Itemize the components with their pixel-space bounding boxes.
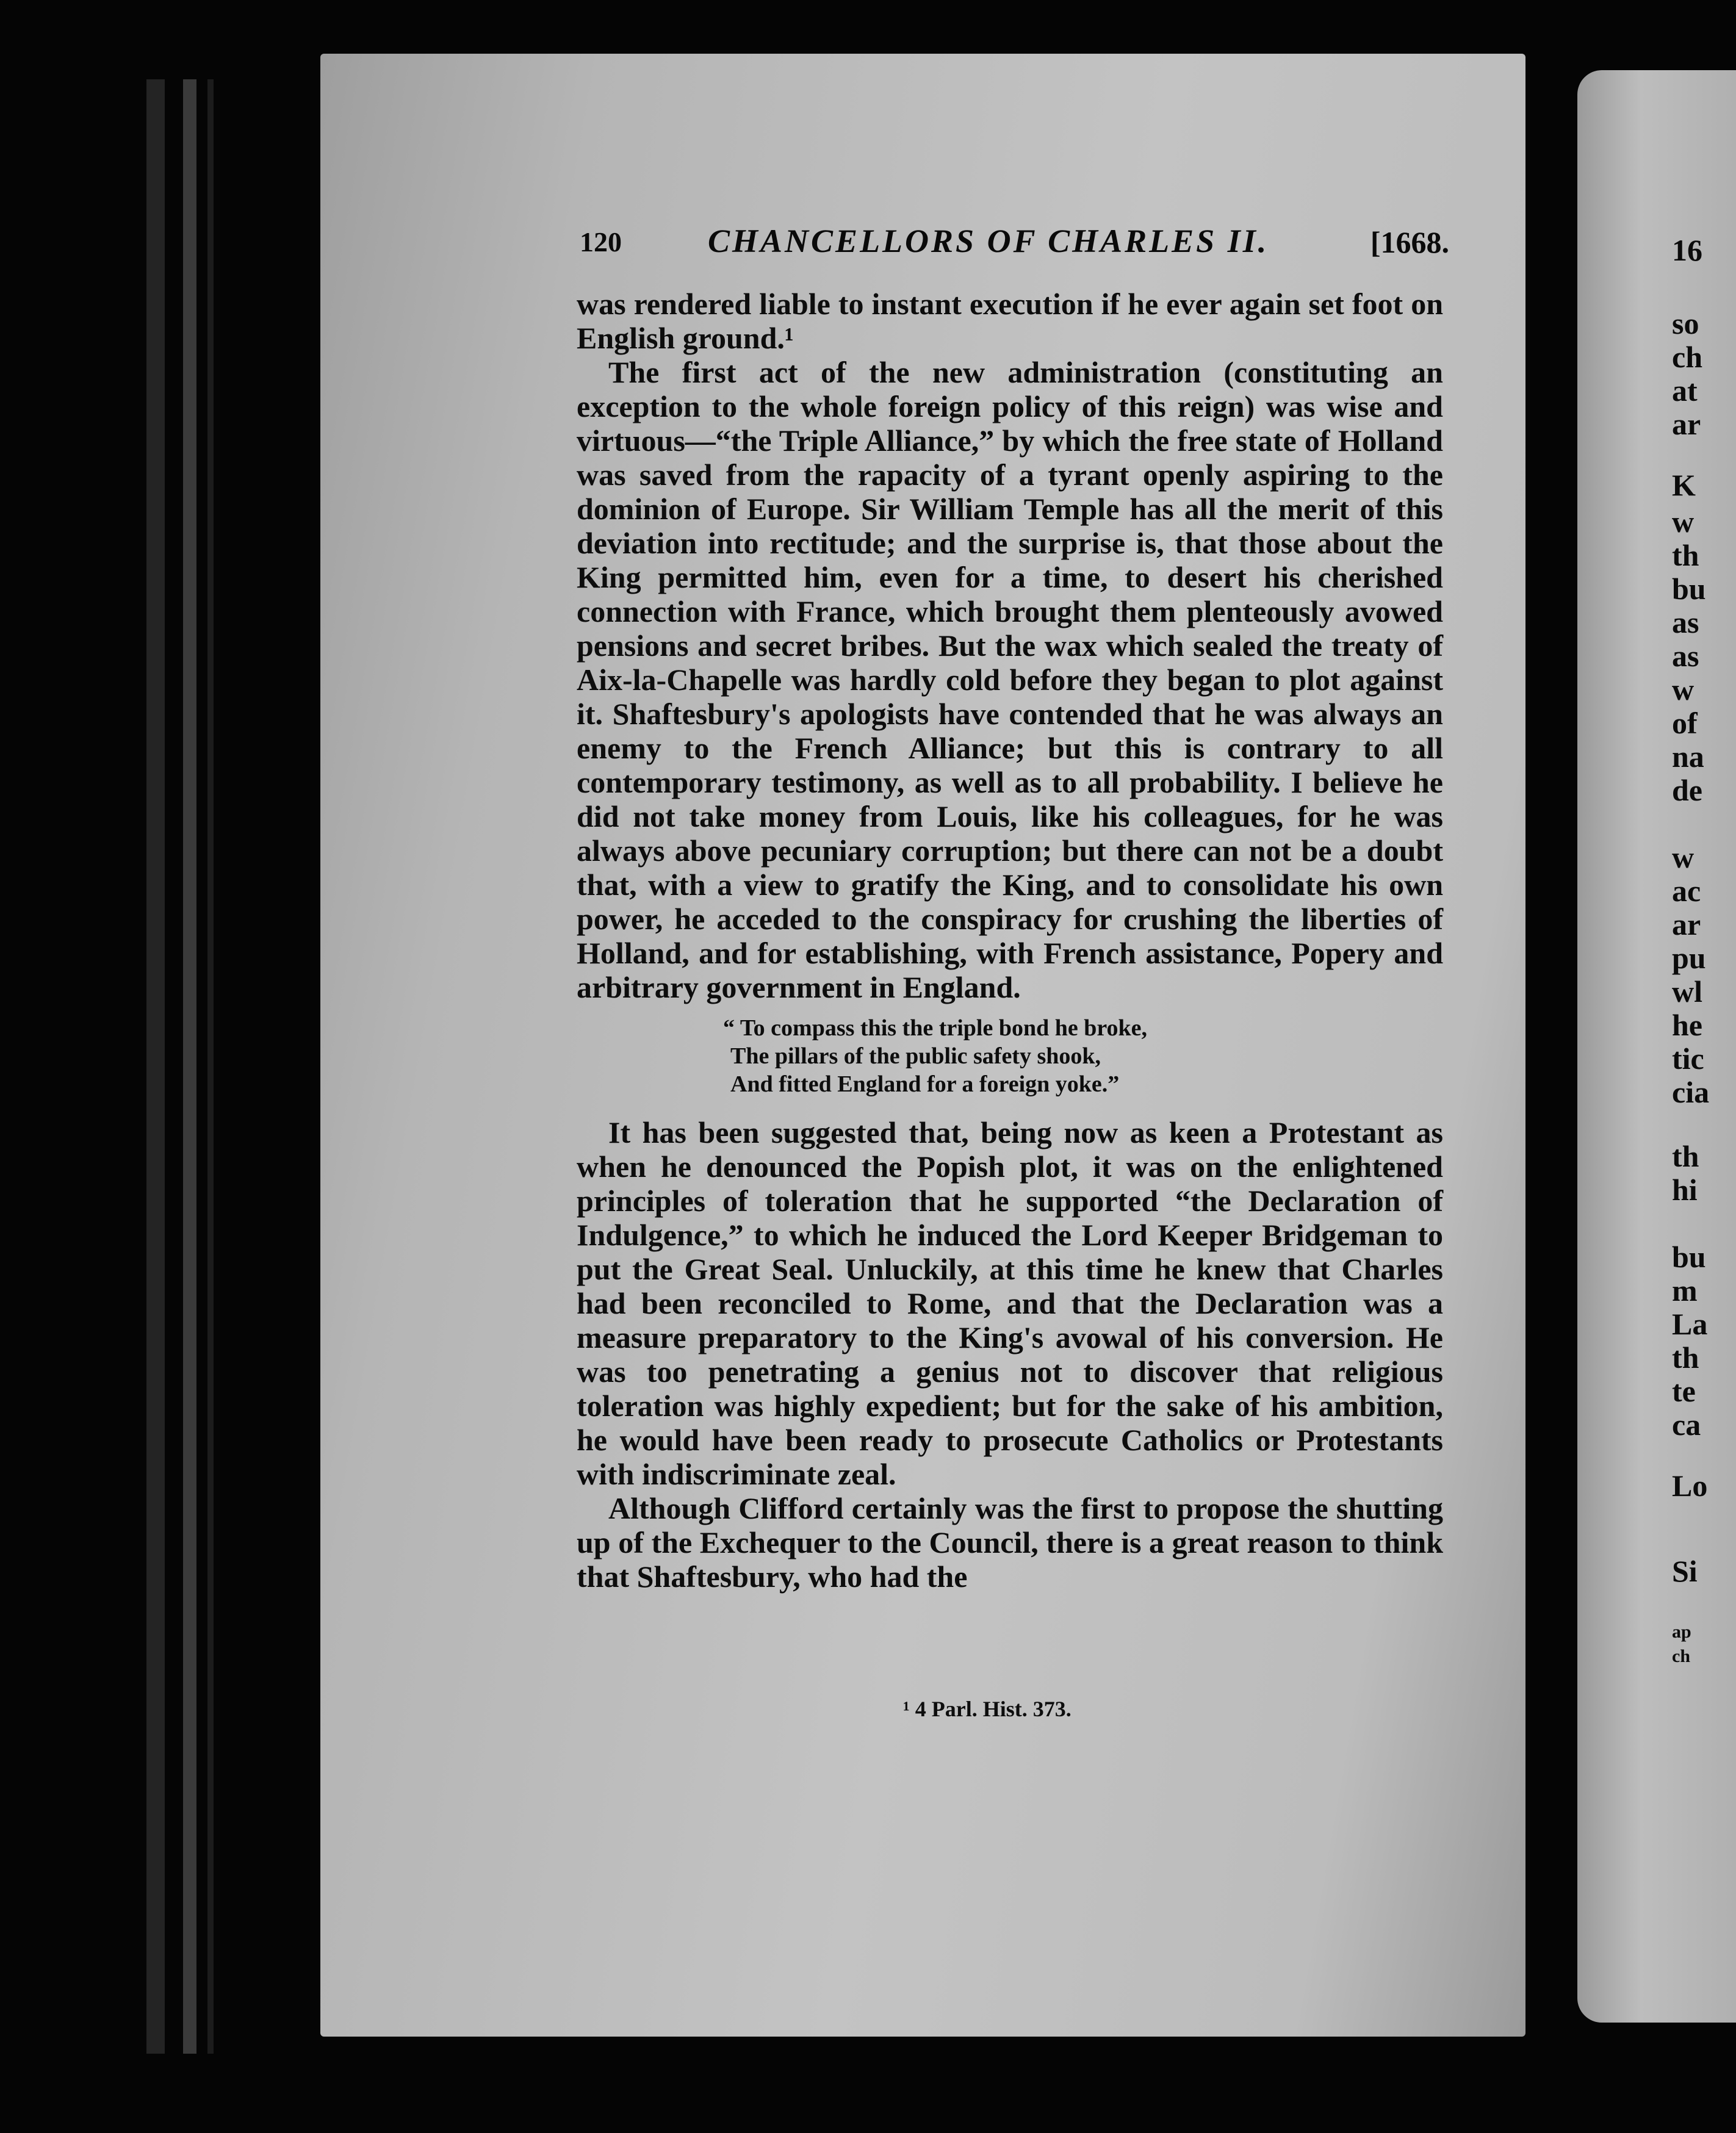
binding-strip: [146, 79, 165, 2054]
fragment-text: he: [1672, 1008, 1702, 1042]
fragment-text: th: [1672, 1340, 1699, 1375]
fragment-text: bu: [1672, 572, 1706, 606]
fragment-text: m: [1672, 1273, 1698, 1307]
fragment-text: w: [1672, 840, 1695, 874]
body-text: [577, 287, 1443, 1594]
verse-line: The pillars of the public safety shook,: [730, 1043, 1101, 1069]
fragment-text: de: [1672, 773, 1702, 807]
fragment-text: w: [1672, 505, 1695, 539]
running-year: [1668.: [1370, 225, 1449, 259]
fragment-text: so: [1672, 306, 1699, 340]
fragment-text: te: [1672, 1374, 1696, 1408]
paragraph: was rendered liable to instant execution if he ever again set foot on English ground.¹: [577, 287, 1443, 355]
fragment-text: 16: [1672, 233, 1702, 267]
fragment-text: K: [1672, 468, 1696, 502]
verse-line: “ To compass this the triple bond he broke,: [723, 1015, 1148, 1041]
adjacent-page: [1577, 70, 1736, 2023]
running-title: CHANCELLORS OF CHARLES II.: [708, 223, 1269, 259]
binding-strip: [207, 79, 214, 2054]
fragment-text: La: [1672, 1307, 1708, 1341]
fragment-text: Si: [1672, 1554, 1698, 1588]
fragment-text: ar: [1672, 907, 1701, 941]
binding-strip: [183, 79, 196, 2054]
fragment-text: pu: [1672, 941, 1706, 975]
fragment-text: as: [1672, 605, 1699, 639]
fragment-text: hi: [1672, 1173, 1698, 1207]
fragment-text: wl: [1672, 974, 1702, 1009]
fragment-text: ac: [1672, 874, 1701, 908]
paragraph: Although Clifford certainly was the first to propose the shutting up of the Exchequer to the Council, there is a great reason to think that Shaftesbury, who had the: [577, 1491, 1443, 1594]
fragment-text: bu: [1672, 1240, 1706, 1274]
fragment-text: ca: [1672, 1408, 1701, 1442]
fragment-text: cia: [1672, 1075, 1710, 1109]
fragment-text: ch: [1672, 1646, 1690, 1666]
fragment-text: tic: [1672, 1041, 1704, 1076]
fragment-text: w: [1672, 672, 1695, 707]
fragment-text: na: [1672, 739, 1704, 774]
fragment-text: th: [1672, 538, 1699, 572]
verse-quotation: [577, 1014, 1443, 1098]
page-number: 120: [580, 226, 622, 257]
fragment-text: Lo: [1672, 1469, 1708, 1503]
verse-line: And fitted England for a foreign yoke.”: [730, 1071, 1120, 1097]
footnote: ¹ 4 Parl. Hist. 373.: [903, 1697, 1071, 1721]
fragment-text: th: [1672, 1139, 1699, 1173]
fragment-text: as: [1672, 639, 1699, 673]
fragment-text: of: [1672, 706, 1698, 740]
paragraph: The first act of the new administration (constituting an exception to the whole foreign policy of this reign) was wise and virtuous—“the Triple Alliance,” by which the free state of Holland was saved from the rapacity of a tyrant openly aspiring to the dominion of Europe. Sir William Temple has all the merit of this deviation into rectitude; and the surprise is, that those about the King permitted him, even for a time, to desert his cherished connection with France, which brought them plenteously avowed pensions and secret bribes. But the wax which sealed the treaty of Aix-la-Chapelle was hardly cold before they began to plot against it. Shaftesbury's apologists have contended that he was always an enemy to the French Alliance; but this is contrary to all contemporary testimony, as well as to all probability. I believe he did not take money from Louis, like his colleagues, for he was always above pecuniary corruption; but there can not be a doubt that, with a view to gratify the King, and to consolidate his own power, he acceded to the conspiracy for crushing the liberties of Holland, and for establishing, with French assistance, Popery and arbitrary government in England.: [577, 355, 1443, 1004]
fragment-text: ar: [1672, 407, 1701, 441]
fragment-text: ap: [1672, 1622, 1691, 1642]
fragment-text: ch: [1672, 340, 1702, 374]
paragraph: It has been suggested that, being now as keen a Protestant as when he denounced the Popish plot, it was on the enlightened principles of toleration that he supported “the Declaration of Indulgence,” to which he induced the Lord Keeper Bridgeman to put the Great Seal. Unluckily, at this time he knew that Charles had been reconciled to Rome, and that the Declaration was a measure preparatory to the King's avowal of his conversion. He was too penetrating a genius not to discover that religious toleration was highly expedient; but for the sake of his ambition, he would have been ready to prosecute Catholics or Protestants with indiscriminate zeal.: [577, 1115, 1443, 1491]
fragment-text: at: [1672, 373, 1698, 408]
running-header: [580, 220, 1449, 268]
